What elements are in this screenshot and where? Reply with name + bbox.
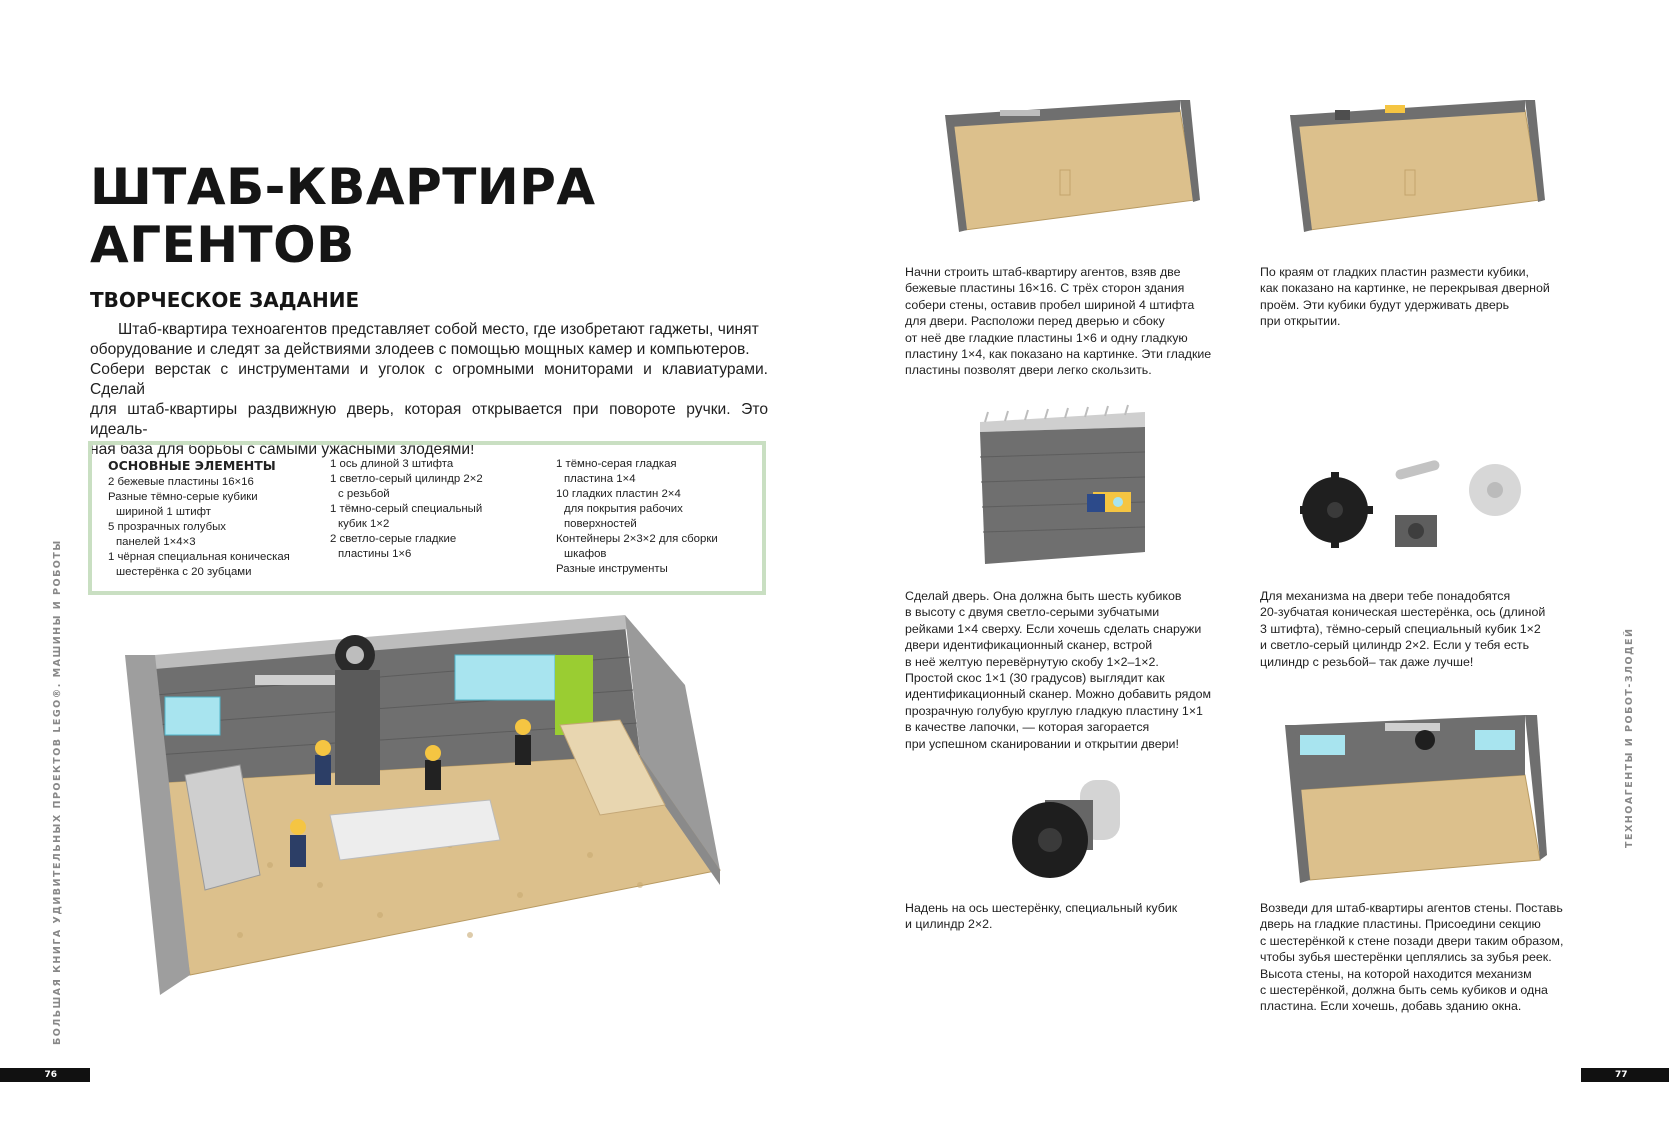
page-number-left: 76 — [0, 1068, 90, 1082]
parts-item: шестерёнка с 20 зубцами — [116, 566, 252, 578]
caption-line: рейками 1×4 сверху. Если хочешь сделать снаружи — [905, 621, 1202, 636]
caption-line: пластины позволят двери легко скользить. — [905, 363, 1152, 378]
chapter-side-label: ТЕХНОАГЕНТЫ И РОБОТ-ЗЛОДЕЙ — [1624, 627, 1635, 848]
parts-item: 2 светло-серые гладкие — [330, 533, 457, 545]
parts-item: пластины 1×6 — [338, 548, 412, 560]
caption-line: в качестве лапочки, — которая загорается — [905, 720, 1150, 735]
caption-line: двери идентификационный сканер, встрой — [905, 638, 1153, 653]
parts-item: для покрытия рабочих — [564, 503, 683, 515]
hq-model-photo — [120, 615, 740, 1010]
step2-baseplate-bricks-photo — [1290, 100, 1550, 240]
caption-line: чтобы зубья шестерёнки цеплялись за зубья реек. — [1260, 950, 1552, 965]
intro-paragraph — [90, 320, 768, 460]
caption-line: проём. Эти кубики будут удерживать дверь — [1260, 297, 1510, 312]
caption-line: Сделай дверь. Она должна быть шесть кубиков — [905, 589, 1182, 603]
page-title — [90, 158, 596, 274]
step4-caption — [1260, 588, 1545, 670]
intro-line: для штаб-квартиры раздвижную дверь, которая открывается при повороте ручки. Это идеаль- — [90, 401, 768, 438]
step6-caption — [1260, 900, 1563, 1015]
caption-line: в неё желтую перевёрнутую скобу 1×2–1×2. — [905, 654, 1159, 669]
caption-line: как показано на картинке, не перекрывая дверной — [1260, 281, 1550, 296]
step2-caption — [1260, 264, 1550, 330]
section-subtitle: ТВОРЧЕСКОЕ ЗАДАНИЕ — [90, 288, 360, 312]
parts-item: с резьбой — [338, 488, 390, 500]
caption-line: дверь на гладкие пластины. Присоедини секцию — [1260, 917, 1541, 932]
book-title-side-label: БОЛЬШАЯ КНИГА УДИВИТЕЛЬНЫХ ПРОЕКТОВ LEGO®. МАШИНЫ И РОБОТЫ — [52, 539, 63, 1045]
caption-line: Высота стены, на которой находится механизм — [1260, 966, 1532, 981]
step5-gear-assembly-photo — [1005, 775, 1135, 890]
caption-line: при открытии. — [1260, 314, 1341, 329]
caption-line: Начни строить штаб-квартиру агентов, взяв две — [905, 265, 1181, 279]
parts-column-1 — [108, 457, 308, 580]
caption-line: Для механизма на двери тебе понадобятся — [1260, 589, 1511, 603]
caption-line: с шестерёнкой к стене позади двери таким образом, — [1260, 933, 1564, 948]
caption-line: для двери. Расположи перед дверью и сбоку — [905, 314, 1165, 329]
parts-item: 1 чёрная специальная коническая — [108, 551, 290, 563]
caption-line: и светло-серый цилиндр 2×2. Если у тебя есть — [1260, 638, 1530, 653]
step1-baseplate-photo — [945, 100, 1205, 240]
parts-column-2 — [330, 457, 540, 562]
step3-door-photo — [975, 402, 1150, 567]
parts-item: кубик 1×2 — [338, 518, 390, 530]
caption-line: Возведи для штаб-квартиры агентов стены. Поставь — [1260, 901, 1563, 915]
page-number-right: 77 — [1581, 1068, 1669, 1082]
caption-line: в высоту с двумя светло-серыми зубчатыми — [905, 605, 1160, 620]
parts-item: 10 гладких пластин 2×4 — [556, 488, 681, 500]
title-line: АГЕНТОВ — [90, 216, 355, 274]
parts-item: пластина 1×4 — [564, 473, 636, 485]
parts-item: Контейнеры 2×3×2 для сборки — [556, 533, 718, 545]
caption-line: бежевые пластины 16×16. С трёх сторон здания — [905, 281, 1185, 296]
parts-item: 1 ось длиной 3 штифта — [330, 458, 454, 470]
caption-line: Надень на ось шестерёнку, специальный кубик — [905, 901, 1178, 915]
intro-line: Собери верстак с инструментами и уголок с огромными мониторами и клавиатурами. Сделай — [90, 361, 768, 398]
caption-line: прозрачную голубую круглую гладкую пластину 1×1 — [905, 703, 1203, 718]
parts-item: 1 светло-серый цилиндр 2×2 — [330, 473, 483, 485]
parts-heading: ОСНОВНЫЕ ЭЛЕМЕНТЫ — [108, 458, 276, 473]
title-line: ШТАБ-КВАРТИРА — [90, 158, 596, 216]
parts-item: Разные тёмно-серые кубики — [108, 491, 258, 503]
parts-item: Разные инструменты — [556, 563, 668, 575]
step3-caption — [905, 588, 1211, 752]
caption-line: с шестерёнкой, должна быть семь кубиков и одна — [1260, 983, 1548, 998]
caption-line: от неё две гладкие пластины 1×6 и одну гладкую — [905, 330, 1188, 345]
caption-line: 20-зубчатая коническая шестерёнка, ось (длиной — [1260, 605, 1546, 620]
caption-line: и цилиндр 2×2. — [905, 917, 993, 932]
step1-caption — [905, 264, 1211, 379]
step6-walls-photo — [1285, 715, 1550, 885]
caption-line: при успешном сканировании и открытии двери! — [905, 736, 1179, 751]
parts-item: 1 тёмно-серый специальный — [330, 503, 483, 515]
intro-line: оборудование и следят за действиями злодеев с помощью мощных камер и компьютеров. — [90, 341, 750, 358]
parts-item: 5 прозрачных голубых — [108, 521, 226, 533]
step5-caption — [905, 900, 1177, 933]
caption-line: собери стены, оставив пробел шириной 4 штифта — [905, 297, 1195, 312]
step4-gear-parts-photo — [1300, 455, 1530, 565]
intro-line: Штаб-квартира техноагентов представляет собой место, где изобретают гаджеты, чинят — [118, 321, 759, 338]
parts-item: шириной 1 штифт — [116, 506, 211, 518]
caption-line: пластину 1×4, как показано на картинке. Эти гладкие — [905, 347, 1212, 362]
caption-line: цилиндр с резьбой– так даже лучше! — [1260, 654, 1474, 669]
caption-line: пластина. Если хочешь, добавь зданию окна. — [1260, 999, 1522, 1014]
parts-item: шкафов — [564, 548, 607, 560]
parts-list-box — [88, 441, 766, 595]
parts-item: 2 бежевые пластины 16×16 — [108, 476, 254, 488]
caption-line: 3 штифта), тёмно-серый специальный кубик 1×2 — [1260, 621, 1541, 636]
parts-item: поверхностей — [564, 518, 637, 530]
parts-item: панелей 1×4×3 — [116, 536, 196, 548]
parts-item: 1 тёмно-серая гладкая — [556, 458, 677, 470]
parts-column-3 — [556, 457, 756, 577]
caption-line: Простой скос 1×1 (30 градусов) выглядит как — [905, 671, 1165, 686]
intro-line: ная база для борьбы с самыми ужасными злодеями! — [90, 441, 475, 458]
caption-line: По краям от гладких пластин размести кубики, — [1260, 265, 1529, 279]
caption-line: идентификационный сканер. Можно добавить рядом — [905, 687, 1212, 702]
